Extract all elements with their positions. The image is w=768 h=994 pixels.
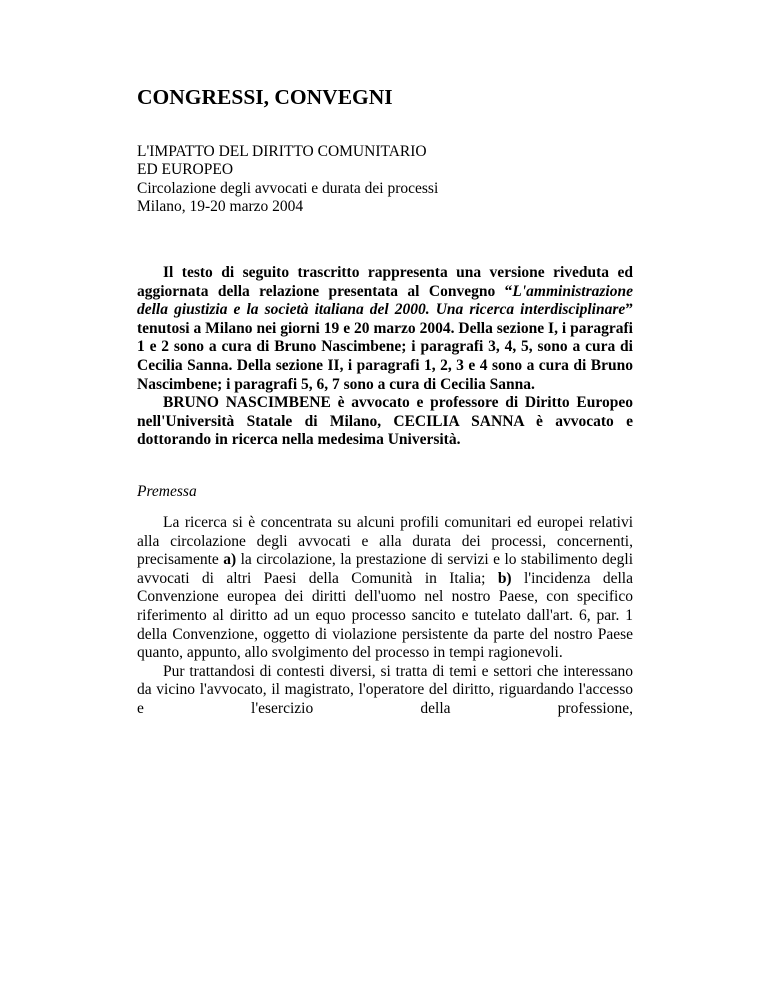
abstract — [137, 264, 633, 450]
event-subtitle: Circolazione degli avvocati e durata dei processi — [137, 179, 439, 197]
section-title: CONGRESSI, CONVEGNI — [137, 85, 393, 109]
event-title-line-2: ED EUROPEO — [137, 161, 234, 179]
premessa-text-c: l'incidenza della Convenzione europea dei diritti dell'uomo nel nostro Paese, con specifico riferimento al diritto ad un equo processo sancito e tutelato dall'art. 6, par. 1 della Convenzione, oggetto di violazione persistente da parte del nostro Paese quanto, appunto, allo svolgimento del processo in tempi ragionevoli. — [137, 569, 633, 662]
abstract-text-1: Il testo di seguito trascritto rappresenta una versione riveduta ed aggiornata della relazione presentata al Convegno “ — [137, 264, 633, 300]
premessa-text-b: la circolazione, la prestazione di servizi e lo stabilimento degli avvocati di altri Paesi della Comunità in Italia; — [137, 551, 633, 587]
abstract-text-2: ” tenutosi a Milano nei giorni 19 e 20 marzo 2004. Della sezione I, i paragrafi 1 e 2 sono a cura di Bruno Nascimbene; i paragrafi 3, 4, 5, sono a cura di Cecilia Sanna. Della sezione II, i paragrafi 1, 2, 3 e 4 sono a cura di Bruno Nascimbene; i paragrafi 5, 6, 7 sono a cura di Cecilia Sanna. — [137, 301, 633, 393]
event-place-date: Milano, 19-20 marzo 2004 — [137, 198, 304, 216]
premessa-paragraph-2: Pur trattandosi di contesti diversi, si tratta di temi e settori che interessano da vicino l'avvocato, il magistrato, l'operatore del diritto, riguardando l'accesso e l'esercizio della professione, — [137, 662, 633, 717]
premessa-text-a: La ricerca si è concentrata su alcuni profili comunitari ed europei relativi alla circolazione degli avvocati e alla durata dei processi, concernenti, precisamente — [137, 514, 633, 569]
premessa-heading: Premessa — [137, 483, 197, 500]
premessa-body — [137, 514, 633, 719]
premessa-paragraph-1 — [137, 514, 633, 663]
abstract-paragraph-2: BRUNO NASCIMBENE è avvocato e professore di Diritto Europeo nell'Università Statale di Milano, CECILIA SANNA è avvocato e dottorando in ricerca nella medesima Università. — [137, 394, 633, 449]
list-marker-b: b) — [497, 569, 512, 587]
abstract-paragraph-1 — [137, 264, 633, 394]
conference-title: L'amministrazione della giustizia e la società italiana del 2000. Una ricerca interdisciplinare — [137, 282, 633, 319]
list-marker-a: a) — [223, 551, 237, 569]
event-title-line-1: L'IMPATTO DEL DIRITTO COMUNITARIO — [137, 143, 427, 160]
event-info — [137, 143, 438, 217]
